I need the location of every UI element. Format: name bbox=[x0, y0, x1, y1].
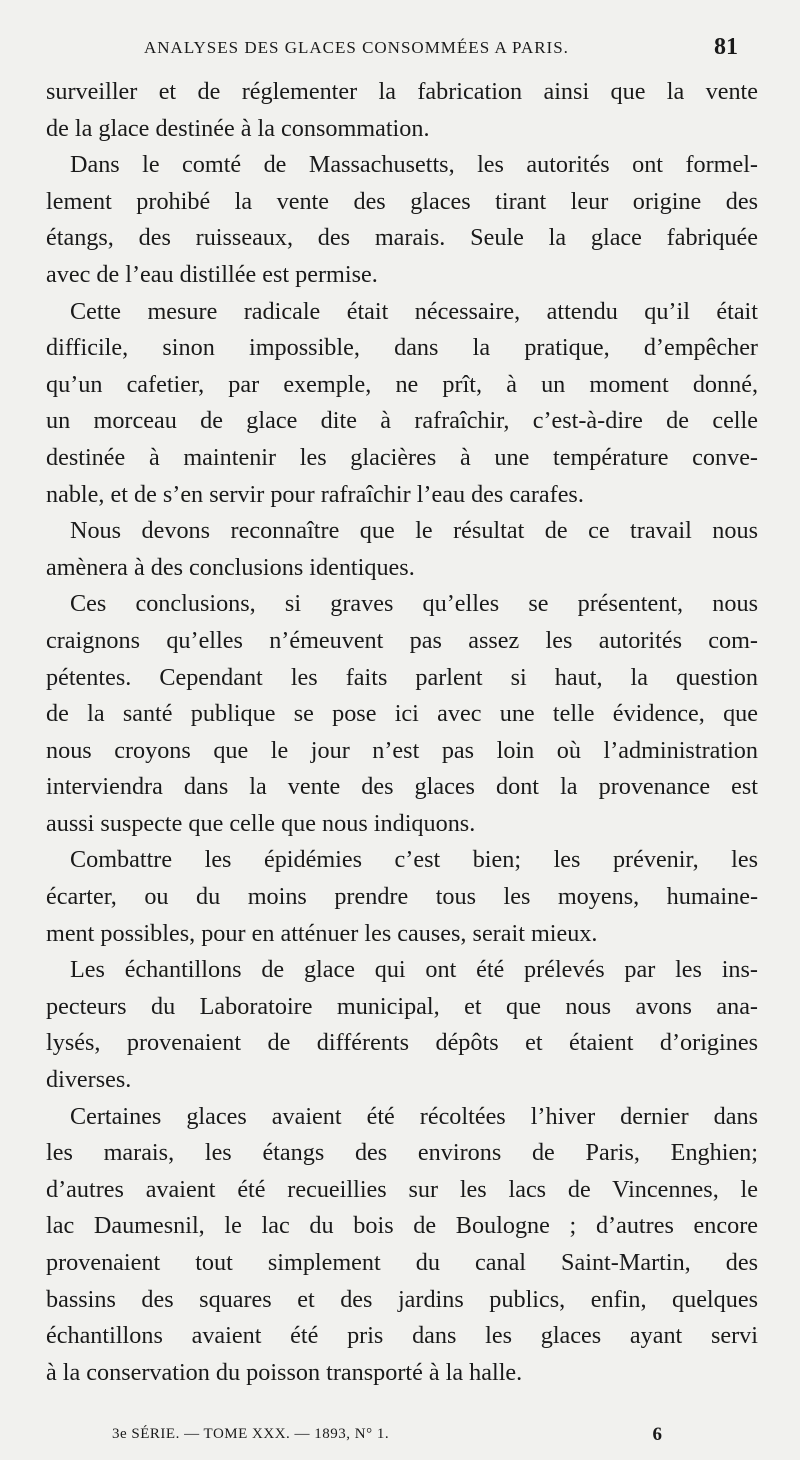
text-line: pétentes. Cependant les faits parlent si haut, la question bbox=[46, 663, 758, 691]
text-line: ment possibles, pour en atténuer les causes, serait mieux. bbox=[46, 919, 598, 947]
paragraph bbox=[46, 1099, 758, 1392]
running-head bbox=[48, 30, 738, 70]
text-line: Ces conclusions, si graves qu’elles se présentent, nous bbox=[70, 590, 758, 618]
running-title: ANALYSES DES GLACES CONSOMMÉES A PARIS. bbox=[144, 38, 569, 57]
text-line: Les échantillons de glace qui ont été prélevés par les ins- bbox=[70, 956, 758, 984]
page-number: 81 bbox=[714, 34, 738, 60]
text-line: d’autres avaient été recueillies sur les lacs de Vincennes, le bbox=[46, 1175, 758, 1203]
paragraph bbox=[46, 586, 758, 842]
text-line: écarter, ou du moins prendre tous les moyens, humaine- bbox=[46, 883, 758, 911]
text-line: échantillons avaient été pris dans les glaces ayant servi bbox=[46, 1322, 758, 1350]
text-line: de la glace destinée à la consommation. bbox=[46, 114, 430, 142]
text-line: provenaient tout simplement du canal Saint-Martin, des bbox=[46, 1249, 758, 1276]
text-line: aussi suspecte que celle que nous indiquons. bbox=[46, 809, 476, 837]
body-text bbox=[46, 74, 758, 1391]
text-line: nous croyons que le jour n’est pas loin où l’administration bbox=[46, 736, 758, 764]
text-line: lement prohibé la vente des glaces tirant leur origine des bbox=[46, 187, 758, 215]
text-line: qu’un cafetier, par exemple, ne prît, à un moment donné, bbox=[46, 370, 758, 398]
text-line: étangs, des ruisseaux, des marais. Seule la glace fabriquée bbox=[46, 224, 758, 252]
text-line: Dans le comté de Massachusetts, les autorités ont formel- bbox=[70, 151, 758, 179]
text-line: un morceau de glace dite à rafraîchir, c’est-à-dire de celle bbox=[46, 407, 758, 435]
text-line: à la conservation du poisson transporté à la halle. bbox=[46, 1358, 523, 1386]
text-line: Certaines glaces avaient été récoltées l’hiver dernier dans bbox=[70, 1102, 758, 1130]
paragraph bbox=[46, 952, 758, 1098]
paragraph bbox=[46, 74, 758, 147]
text-line: de la santé publique se pose ici avec une telle évidence, que bbox=[46, 700, 758, 728]
text-line: diverses. bbox=[46, 1066, 132, 1094]
signature-mark: 6 bbox=[652, 1424, 662, 1445]
text-line: bassins des squares et des jardins publics, enfin, quelques bbox=[46, 1285, 758, 1313]
text-line: les marais, les étangs des environs de Paris, Enghien; bbox=[46, 1139, 758, 1167]
series-info: 3e SÉRIE. — TOME XXX. — 1893, N° 1. bbox=[112, 1426, 390, 1442]
text-line: lysés, provenaient de différents dépôts et étaient d’origines bbox=[46, 1029, 758, 1057]
text-line: Nous devons reconnaître que le résultat de ce travail nous bbox=[70, 517, 758, 545]
text-line: craignons qu’elles n’émeuvent pas assez les autorités com- bbox=[46, 626, 758, 654]
paragraph bbox=[46, 513, 758, 586]
text-line: lac Daumesnil, le lac du bois de Boulogne ; d’autres encore bbox=[46, 1212, 758, 1240]
text-line: nable, et de s’en servir pour rafraîchir l’eau des carafes. bbox=[46, 480, 584, 508]
paragraph bbox=[46, 294, 758, 514]
text-line: difficile, sinon impossible, dans la pratique, d’empêcher bbox=[46, 334, 758, 362]
text-line: destinée à maintenir les glacières à une température conve- bbox=[46, 443, 758, 471]
text-line: Cette mesure radicale était nécessaire, attendu qu’il était bbox=[70, 297, 758, 325]
paragraph bbox=[46, 147, 758, 293]
text-line: avec de l’eau distillée est permise. bbox=[46, 260, 378, 288]
text-line: surveiller et de réglementer la fabrication ainsi que la vente bbox=[46, 78, 758, 105]
text-line: amènera à des conclusions identiques. bbox=[46, 553, 415, 581]
text-line: interviendra dans la vente des glaces dont la provenance est bbox=[46, 773, 758, 801]
page-footer bbox=[112, 1426, 662, 1454]
text-line: pecteurs du Laboratoire municipal, et que nous avons ana- bbox=[46, 992, 758, 1020]
paragraph bbox=[46, 842, 758, 952]
text-line: Combattre les épidémies c’est bien; les prévenir, les bbox=[70, 846, 758, 874]
